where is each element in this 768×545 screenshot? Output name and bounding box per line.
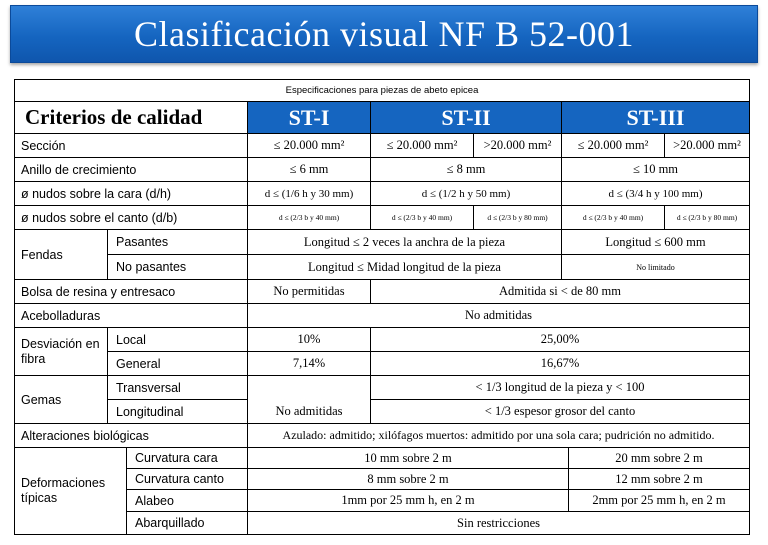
acebolladuras-val: No admitidas bbox=[248, 304, 749, 328]
nudos-canto-st2a: d ≤ (2/3 b y 40 mm) bbox=[371, 206, 474, 230]
page-title: Clasificación visual NF B 52-001 bbox=[10, 5, 758, 63]
anillo-st1: ≤ 6 mm bbox=[248, 158, 371, 182]
gemas-transversal-val: < 1/3 longitud de la pieza y < 100 bbox=[371, 376, 749, 400]
row-label-gemas: Gemas bbox=[15, 376, 108, 424]
row-label-fendas: Fendas bbox=[15, 230, 108, 280]
criteria-header: Criterios de calidad bbox=[15, 102, 248, 134]
seccion-st2b: >20.000 mm² bbox=[474, 134, 562, 158]
bolsa-st1: No permitidas bbox=[248, 280, 371, 304]
curvatura-canto-label: Curvatura canto bbox=[127, 469, 248, 490]
row-label-deformaciones: Deformaciones típicas bbox=[15, 448, 127, 534]
row-label-anillo: Anillo de crecimiento bbox=[15, 158, 248, 182]
alabeo-st3: 2mm por 25 mm h, en 2 m bbox=[569, 490, 749, 512]
row-label-alteraciones: Alteraciones biológicas bbox=[15, 424, 248, 448]
grade-st1-header: ST-I bbox=[248, 102, 371, 134]
bolsa-st23: Admitida si < de 80 mm bbox=[371, 280, 749, 304]
row-label-seccion: Sección bbox=[15, 134, 248, 158]
seccion-st3a: ≤ 20.000 mm² bbox=[562, 134, 665, 158]
curvatura-canto-st12: 8 mm sobre 2 m bbox=[248, 469, 569, 490]
seccion-st3b: >20.000 mm² bbox=[665, 134, 749, 158]
row-label-nudos-cara: ø nudos sobre la cara (d/h) bbox=[15, 182, 248, 206]
anillo-st2: ≤ 8 mm bbox=[371, 158, 562, 182]
alabeo-label: Alabeo bbox=[127, 490, 248, 512]
nudos-canto-st3b: d ≤ (2/3 b y 80 mm) bbox=[665, 206, 749, 230]
grade-st2-header: ST-II bbox=[371, 102, 562, 134]
nudos-cara-st1: d ≤ (1/6 h y 30 mm) bbox=[248, 182, 371, 206]
alabeo-st12: 1mm por 25 mm h, en 2 m bbox=[248, 490, 569, 512]
seccion-st1: ≤ 20.000 mm² bbox=[248, 134, 371, 158]
fendas-no-pasantes-label: No pasantes bbox=[108, 255, 248, 280]
gemas-st1: No admitidas bbox=[248, 376, 371, 424]
spec-header: Especificaciones para piezas de abeto epicea bbox=[15, 80, 749, 102]
fendas-no-pasantes-st12: Longitud ≤ Midad longitud de la pieza bbox=[248, 255, 562, 280]
desviacion-general-st1: 7,14% bbox=[248, 352, 371, 376]
gemas-longitudinal-label: Longitudinal bbox=[108, 400, 248, 424]
abarquillado-val: Sin restricciones bbox=[457, 515, 540, 530]
row-label-acebolladuras: Acebolladuras bbox=[15, 304, 248, 328]
nudos-canto-st3a: d ≤ (2/3 b y 40 mm) bbox=[562, 206, 665, 230]
fendas-pasantes-st12: Longitud ≤ 2 veces la anchra de la pieza bbox=[248, 230, 562, 255]
grade-st3-header: ST-III bbox=[562, 102, 749, 134]
alteraciones-val: Azulado: admitido; xilófagos muertos: admitido por una sola cara; pudrición no admitido. bbox=[248, 424, 749, 448]
gemas-transversal-label: Transversal bbox=[108, 376, 248, 400]
fendas-no-pasantes-st3: No limitado bbox=[562, 255, 749, 280]
nudos-canto-st2b: d ≤ (2/3 b y 80 mm) bbox=[474, 206, 562, 230]
quality-table bbox=[14, 79, 750, 535]
desviacion-general-st23: 16,67% bbox=[371, 352, 749, 376]
seccion-st2a: ≤ 20.000 mm² bbox=[371, 134, 474, 158]
nudos-canto-st1: d ≤ (2/3 b y 40 mm) bbox=[248, 206, 371, 230]
curvatura-cara-st12: 10 mm sobre 2 m bbox=[248, 448, 569, 469]
anillo-st3: ≤ 10 mm bbox=[562, 158, 749, 182]
fendas-pasantes-label: Pasantes bbox=[108, 230, 248, 255]
nudos-cara-st2: d ≤ (1/2 h y 50 mm) bbox=[371, 182, 562, 206]
row-label-desviacion: Desviación en fibra bbox=[15, 328, 108, 376]
curvatura-cara-st3: 20 mm sobre 2 m bbox=[569, 448, 749, 469]
curvatura-canto-st3: 12 mm sobre 2 m bbox=[569, 469, 749, 490]
abarquillado-label: Abarquillado bbox=[127, 512, 248, 534]
row-label-nudos-canto: ø nudos sobre el canto (d/b) bbox=[15, 206, 248, 230]
desviacion-general-label: General bbox=[108, 352, 248, 376]
fendas-pasantes-st3: Longitud ≤ 600 mm bbox=[562, 230, 749, 255]
row-label-bolsa: Bolsa de resina y entresaco bbox=[15, 280, 248, 304]
desviacion-local-st23: 25,00% bbox=[371, 328, 749, 352]
gemas-longitudinal-val: < 1/3 espesor grosor del canto bbox=[371, 400, 749, 424]
nudos-cara-st3: d ≤ (3/4 h y 100 mm) bbox=[562, 182, 749, 206]
curvatura-cara-label: Curvatura cara bbox=[127, 448, 248, 469]
desviacion-local-label: Local bbox=[108, 328, 248, 352]
desviacion-local-st1: 10% bbox=[248, 328, 371, 352]
